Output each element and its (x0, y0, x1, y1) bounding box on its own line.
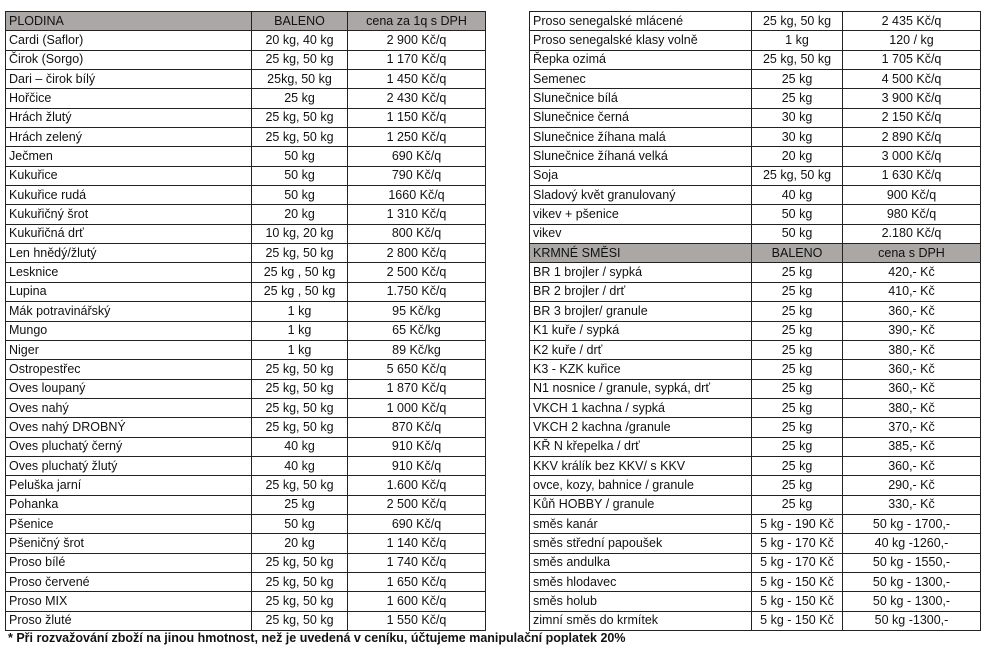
cell-price: 2 435 Kč/q (843, 12, 981, 31)
cell-price: 89 Kč/kg (348, 340, 486, 359)
cell-package-size: 30 kg (752, 108, 843, 127)
cell-price: 410,- Kč (843, 282, 981, 301)
cell-product-name: Proso senegalské mlácené (530, 12, 752, 31)
cell-product-name: směs kanár (530, 514, 752, 533)
table-row (530, 592, 981, 611)
cell-product-name: BR 2 brojler / drť (530, 282, 752, 301)
cell-product-name: směs střední papoušek (530, 534, 752, 553)
cell-product-name: Kukuřičná drť (6, 224, 252, 243)
table-row (530, 147, 981, 166)
table-row (6, 611, 486, 630)
cell-package-size: 20 kg, 40 kg (252, 31, 348, 50)
cell-package-size: 25 kg, 50 kg (252, 50, 348, 69)
cell-price: 1 170 Kč/q (348, 50, 486, 69)
table-row (6, 553, 486, 572)
cell-package-size: 25 kg (752, 282, 843, 301)
crops-price-table (5, 11, 486, 631)
cell-price: 4 500 Kč/q (843, 70, 981, 89)
table-row (6, 398, 486, 417)
cell-package-size: 50 kg (252, 147, 348, 166)
cell-price: 290,- Kč (843, 476, 981, 495)
cell-package-size: 25 kg (752, 418, 843, 437)
table-row (530, 108, 981, 127)
cell-price: 5 650 Kč/q (348, 360, 486, 379)
table-row (6, 282, 486, 301)
cell-package-size: 25 kg, 50 kg (752, 166, 843, 185)
cell-product-name: Hořčice (6, 89, 252, 108)
cell-package-size: 25 kg (252, 89, 348, 108)
table-row (6, 89, 486, 108)
cell-product-name: VKCH 2 kachna /granule (530, 418, 752, 437)
table-row (6, 50, 486, 69)
cell-product-name: Proso MIX (6, 592, 252, 611)
cell-package-size: 25 kg , 50 kg (252, 263, 348, 282)
cell-package-size: 50 kg (752, 224, 843, 243)
cell-price: 690 Kč/q (348, 514, 486, 533)
table-row (6, 70, 486, 89)
table-row (6, 302, 486, 321)
table-row (6, 166, 486, 185)
cell-package-size: 25 kg, 50 kg (252, 592, 348, 611)
cell-product-name: Kukuřičný šrot (6, 205, 252, 224)
cell-price: 910 Kč/q (348, 456, 486, 475)
cell-product-name: Ostropestřec (6, 360, 252, 379)
cell-product-name: vikev (530, 224, 752, 243)
cell-product-name: Semenec (530, 70, 752, 89)
cell-price: 3 900 Kč/q (843, 89, 981, 108)
cell-package-size: 5 kg - 170 Kč (752, 553, 843, 572)
cell-price: 2 430 Kč/q (348, 89, 486, 108)
cell-product-name: Hrách žlutý (6, 108, 252, 127)
table-row (530, 476, 981, 495)
cell-product-name: VKCH 1 kachna / sypká (530, 398, 752, 417)
cell-product-name: Pšenice (6, 514, 252, 533)
table-row (530, 166, 981, 185)
cell-price: 50 kg - 1300,- (843, 592, 981, 611)
cell-price: 360,- Kč (843, 360, 981, 379)
cell-price: 1 310 Kč/q (348, 205, 486, 224)
table-row (530, 224, 981, 243)
cell-price: 1 550 Kč/q (348, 611, 486, 630)
table-row (6, 205, 486, 224)
cell-package-size: 5 kg - 150 Kč (752, 611, 843, 630)
cell-product-name: Slunečnice žíhaná velká (530, 147, 752, 166)
header-price: cena s DPH (843, 244, 981, 263)
cell-price: 1.600 Kč/q (348, 476, 486, 495)
cell-package-size: 20 kg (752, 147, 843, 166)
table-row (530, 128, 981, 147)
cell-package-size: 50 kg (752, 205, 843, 224)
cell-package-size: 25 kg, 50 kg (252, 553, 348, 572)
cell-product-name: Slunečnice žíhana malá (530, 128, 752, 147)
table-row (6, 147, 486, 166)
cell-product-name: Slunečnice bílá (530, 89, 752, 108)
cell-price: 1 000 Kč/q (348, 398, 486, 417)
cell-product-name: Proso červené (6, 572, 252, 591)
cell-package-size: 25 kg, 50 kg (252, 611, 348, 630)
cell-price: 1 140 Kč/q (348, 534, 486, 553)
cell-product-name: směs holub (530, 592, 752, 611)
table-row (530, 456, 981, 475)
cell-price: 790 Kč/q (348, 166, 486, 185)
table-row (6, 244, 486, 263)
cell-product-name: Mák potravinářský (6, 302, 252, 321)
table-row (6, 437, 486, 456)
feed-mix-price-table (529, 11, 981, 631)
table-row (6, 360, 486, 379)
cell-package-size: 30 kg (752, 128, 843, 147)
cell-package-size: 1 kg (252, 340, 348, 359)
cell-product-name: KŘ N křepelka / drť (530, 437, 752, 456)
cell-price: 800 Kč/q (348, 224, 486, 243)
cell-price: 870 Kč/q (348, 418, 486, 437)
table-row (530, 321, 981, 340)
cell-price: 2 900 Kč/q (348, 31, 486, 50)
cell-price: 1 705 Kč/q (843, 50, 981, 69)
cell-product-name: Dari – čirok bílý (6, 70, 252, 89)
cell-package-size: 5 kg - 170 Kč (752, 534, 843, 553)
table-row (530, 89, 981, 108)
cell-product-name: Proso žluté (6, 611, 252, 630)
cell-package-size: 25 kg, 50 kg (252, 244, 348, 263)
cell-price: 360,- Kč (843, 302, 981, 321)
cell-product-name: Sladový květ granulovaný (530, 186, 752, 205)
cell-product-name: Lupina (6, 282, 252, 301)
cell-price: 1660 Kč/q (348, 186, 486, 205)
table-row (6, 379, 486, 398)
table-row (530, 70, 981, 89)
table-row (530, 418, 981, 437)
table-row (6, 340, 486, 359)
cell-product-name: BR 3 brojler/ granule (530, 302, 752, 321)
cell-product-name: Oves nahý (6, 398, 252, 417)
cell-product-name: Mungo (6, 321, 252, 340)
table-row (6, 418, 486, 437)
cell-price: 40 kg -1260,- (843, 534, 981, 553)
cell-package-size: 25 kg, 50 kg (252, 476, 348, 495)
cell-product-name: Řepka ozimá (530, 50, 752, 69)
cell-price: 380,- Kč (843, 340, 981, 359)
cell-package-size: 25 kg (752, 476, 843, 495)
cell-package-size: 50 kg (252, 514, 348, 533)
cell-price: 1 250 Kč/q (348, 128, 486, 147)
table-row (6, 592, 486, 611)
cell-price: 360,- Kč (843, 379, 981, 398)
cell-product-name: KKV králík bez KKV/ s KKV (530, 456, 752, 475)
cell-price: 370,- Kč (843, 418, 981, 437)
table-row (6, 128, 486, 147)
cell-product-name: Čirok (Sorgo) (6, 50, 252, 69)
cell-package-size: 25 kg, 50 kg (252, 128, 348, 147)
cell-price: 420,- Kč (843, 263, 981, 282)
cell-product-name: Slunečnice černá (530, 108, 752, 127)
cell-price: 360,- Kč (843, 456, 981, 475)
cell-product-name: Cardi (Saflor) (6, 31, 252, 50)
cell-price: 3 000 Kč/q (843, 147, 981, 166)
header-price: cena za 1q s DPH (348, 12, 486, 31)
cell-price: 2 500 Kč/q (348, 263, 486, 282)
cell-package-size: 25 kg (752, 379, 843, 398)
cell-price: 50 kg - 1300,- (843, 572, 981, 591)
cell-price: 65 Kč/kg (348, 321, 486, 340)
table-row (530, 186, 981, 205)
table-row (530, 495, 981, 514)
table-row (6, 186, 486, 205)
cell-package-size: 20 kg (252, 205, 348, 224)
cell-package-size: 5 kg - 150 Kč (752, 572, 843, 591)
cell-product-name: Pšeničný šrot (6, 534, 252, 553)
cell-price: 50 kg - 1700,- (843, 514, 981, 533)
header-product-name: KRMNÉ SMĚSI (530, 244, 752, 263)
table-header-row (6, 12, 486, 31)
cell-price: 980 Kč/q (843, 205, 981, 224)
table-row (6, 495, 486, 514)
table-row (530, 514, 981, 533)
cell-package-size: 1 kg (252, 302, 348, 321)
cell-package-size: 40 kg (252, 456, 348, 475)
table-row (530, 282, 981, 301)
cell-product-name: směs andulka (530, 553, 752, 572)
cell-package-size: 25 kg (752, 302, 843, 321)
table-row (6, 321, 486, 340)
cell-package-size: 25 kg , 50 kg (252, 282, 348, 301)
cell-price: 2 890 Kč/q (843, 128, 981, 147)
cell-product-name: Oves loupaný (6, 379, 252, 398)
table-row (530, 437, 981, 456)
cell-price: 50 kg -1300,- (843, 611, 981, 630)
cell-product-name: zimní směs do krmítek (530, 611, 752, 630)
cell-price: 385,- Kč (843, 437, 981, 456)
cell-package-size: 25 kg (752, 360, 843, 379)
cell-price: 690 Kč/q (348, 147, 486, 166)
cell-product-name: Oves pluchatý žlutý (6, 456, 252, 475)
table-row (530, 398, 981, 417)
cell-price: 900 Kč/q (843, 186, 981, 205)
cell-package-size: 25 kg, 50 kg (252, 108, 348, 127)
cell-package-size: 25 kg, 50 kg (252, 572, 348, 591)
cell-product-name: Proso bílé (6, 553, 252, 572)
cell-package-size: 25 kg (752, 70, 843, 89)
table-header-row (530, 244, 981, 263)
table-row (6, 31, 486, 50)
cell-product-name: K2 kuře / drť (530, 340, 752, 359)
cell-product-name: vikev + pšenice (530, 205, 752, 224)
cell-product-name: Kukuřice rudá (6, 186, 252, 205)
table-row (530, 50, 981, 69)
cell-product-name: Hrách zelený (6, 128, 252, 147)
cell-product-name: Len hnědý/žlutý (6, 244, 252, 263)
cell-package-size: 40 kg (752, 186, 843, 205)
table-row (6, 572, 486, 591)
cell-product-name: Peluška jarní (6, 476, 252, 495)
table-row (530, 534, 981, 553)
cell-product-name: Kukuřice (6, 166, 252, 185)
cell-package-size: 1 kg (752, 31, 843, 50)
table-row (530, 12, 981, 31)
cell-product-name: BR 1 brojler / sypká (530, 263, 752, 282)
cell-package-size: 1 kg (252, 321, 348, 340)
cell-package-size: 25 kg, 50 kg (752, 12, 843, 31)
cell-price: 2 500 Kč/q (348, 495, 486, 514)
table-row (530, 379, 981, 398)
cell-package-size: 10 kg, 20 kg (252, 224, 348, 243)
cell-price: 1 600 Kč/q (348, 592, 486, 611)
cell-price: 2.180 Kč/q (843, 224, 981, 243)
table-row (530, 611, 981, 630)
cell-price: 1 630 Kč/q (843, 166, 981, 185)
cell-package-size: 5 kg - 150 Kč (752, 592, 843, 611)
table-row (6, 108, 486, 127)
table-row (530, 31, 981, 50)
cell-price: 120 / kg (843, 31, 981, 50)
cell-product-name: ovce, kozy, bahnice / granule (530, 476, 752, 495)
table-row (530, 263, 981, 282)
cell-package-size: 25 kg (252, 495, 348, 514)
cell-product-name: směs hlodavec (530, 572, 752, 591)
table-row (530, 340, 981, 359)
table-row (530, 205, 981, 224)
cell-price: 1 150 Kč/q (348, 108, 486, 127)
table-row (530, 360, 981, 379)
header-product-name: PLODINA (6, 12, 252, 31)
cell-product-name: Proso senegalské klasy volně (530, 31, 752, 50)
cell-package-size: 25 kg, 50 kg (752, 50, 843, 69)
cell-product-name: Lesknice (6, 263, 252, 282)
cell-product-name: K3 - KZK kuřice (530, 360, 752, 379)
cell-price: 1 870 Kč/q (348, 379, 486, 398)
cell-package-size: 25 kg (752, 495, 843, 514)
cell-package-size: 25 kg (752, 263, 843, 282)
footnote: * Při rozvažování zboží na jinou hmotnost, než je uvedená v ceníku, účtujeme manipulační poplatek 20% (8, 631, 626, 645)
cell-price: 1 650 Kč/q (348, 572, 486, 591)
cell-product-name: N1 nosnice / granule, sypká, drť (530, 379, 752, 398)
cell-package-size: 20 kg (252, 534, 348, 553)
table-row (6, 476, 486, 495)
cell-price: 1 740 Kč/q (348, 553, 486, 572)
cell-price: 50 kg - 1550,- (843, 553, 981, 572)
cell-product-name: Niger (6, 340, 252, 359)
cell-price: 95 Kč/kg (348, 302, 486, 321)
cell-package-size: 5 kg - 190 Kč (752, 514, 843, 533)
cell-package-size: 25 kg (752, 398, 843, 417)
cell-product-name: Oves nahý DROBNÝ (6, 418, 252, 437)
table-row (530, 302, 981, 321)
table-row (530, 572, 981, 591)
cell-price: 2 800 Kč/q (348, 244, 486, 263)
cell-package-size: 40 kg (252, 437, 348, 456)
cell-package-size: 25 kg, 50 kg (252, 418, 348, 437)
cell-product-name: Soja (530, 166, 752, 185)
cell-price: 390,- Kč (843, 321, 981, 340)
cell-price: 330,- Kč (843, 495, 981, 514)
cell-package-size: 25 kg (752, 456, 843, 475)
cell-package-size: 25 kg (752, 89, 843, 108)
cell-price: 1.750 Kč/q (348, 282, 486, 301)
table-row (530, 553, 981, 572)
cell-price: 1 450 Kč/q (348, 70, 486, 89)
cell-package-size: 25 kg, 50 kg (252, 398, 348, 417)
cell-package-size: 25 kg (752, 321, 843, 340)
cell-package-size: 25 kg, 50 kg (252, 379, 348, 398)
table-row (6, 534, 486, 553)
cell-price: 380,- Kč (843, 398, 981, 417)
cell-price: 2 150 Kč/q (843, 108, 981, 127)
table-row (6, 456, 486, 475)
header-package-size: BALENO (752, 244, 843, 263)
cell-product-name: Pohanka (6, 495, 252, 514)
cell-product-name: Oves pluchatý černý (6, 437, 252, 456)
cell-package-size: 50 kg (252, 166, 348, 185)
cell-product-name: Kůň HOBBY / granule (530, 495, 752, 514)
header-package-size: BALENO (252, 12, 348, 31)
cell-package-size: 25 kg, 50 kg (252, 360, 348, 379)
table-row (6, 263, 486, 282)
table-row (6, 224, 486, 243)
cell-package-size: 50 kg (252, 186, 348, 205)
cell-product-name: K1 kuře / sypká (530, 321, 752, 340)
cell-product-name: Ječmen (6, 147, 252, 166)
table-row (6, 514, 486, 533)
cell-price: 910 Kč/q (348, 437, 486, 456)
cell-package-size: 25 kg (752, 340, 843, 359)
cell-package-size: 25kg, 50 kg (252, 70, 348, 89)
cell-package-size: 25 kg (752, 437, 843, 456)
